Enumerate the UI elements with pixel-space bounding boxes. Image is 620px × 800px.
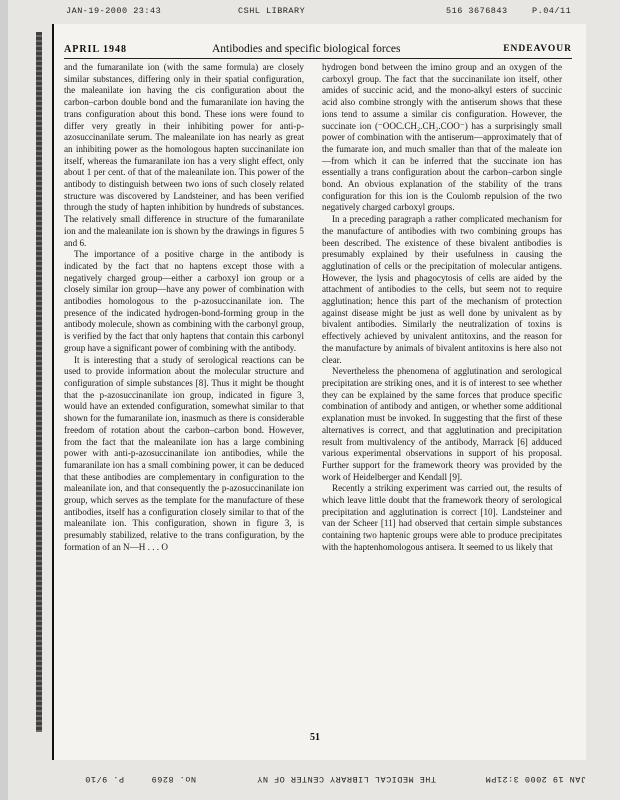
fax-footer-page: P. 9/10 [84,774,124,784]
fax-footer-sender: THE MEDICAL LIBRARY CENTER OF NY [256,774,436,784]
paragraph: hydrogen bond between the imino group and an oxygen of the carboxyl group. The fact that the succinanilate ion itself, other amides of succinic acid, and the mono-alkyl esters of succinic acid also combine strongly with the antiserum shows that these ions tend to assume a similar cis configuration. However, the succinate ion (⁻OOC.CH₂.CH₂.COO⁻) has a surprisingly small power of combination with the antiserum—approximately that of the fumarate ion, and much smaller than that of the maleate ion—from which it can be inferred that the succinate ion has essentially a trans configuration about the carbon–carbon single bond. An obvious explanation of the stability of the trans configuration for this ion is the Coulomb repulsion of the two negatively charged carboxyl groups. [322,62,562,213]
journal-page [52,24,586,760]
paragraph: and the fumaranilate ion (with the same formula) are closely similar substances, differing only in their spatial configuration, the maleanilate ion having the cis configuration about the carbon–carbon double bond and the fumaranilate ion having the trans configuration about this bond. These ions were found to differ very greatly in their inhibiting power for anti-p-azosuccinanilate serum. The maleanilate ion has nearly as great an inhibiting power as the homologous hapten succinanilate ion itself, whereas the fumaranilate ion has a very slight effect, only about 1 per cent. of that of the maleanilate ion. This power of the antibody to distinguish between two ions of such closely related structure was discovered by Landsteiner, and has been verified through the study of hapten inhibition by hundreds of substances. The relatively small difference in structure of the fumaranilate ion and the maleanilate ion is shown by the drawings in figures 5 and 6. [64,62,304,248]
issue-date: APRIL 1948 [64,44,128,55]
paragraph: It is interesting that a study of serological reactions can be used to provide information about the molecular structure and configuration of simple substances [8]. Thus it might be thought that the p-azosuccinanilate ion group, indicated in figure 3, would have an extended configuration, somewhat similar to that shown for the fumaranilate ion, inasmuch as there is considerable freedom of rotation about the carbon–carbon bond. However, from the fact that the maleanilate ion has a large combining power with anti-p-azosuccinanilate ion antibodies, while the fumaranilate ion has a small combining power, it can be deduced that these antibodies are complementary in configuration to the maleanilate ion, and that consequently the p-azosuccinanilate ion group, which serves as the template for the manufacture of these antibodies, itself has a configuration closely similar to that of the maleanilate ion. This configuration, shown in figure 3, is presumably stabilized, relative to the trans configuration, by the formation of an N—H . . . O [64,354,304,552]
paragraph: Recently a striking experiment was carried out, the results of which leave little doubt that the framework theory of serological precipitation and agglutination is correct [10]. Landsteiner and van der Scheer [11] had observed that certain simple substances containing two haptenic groups were able to produce precipitates with the haptenhomologous antisera. It seemed to us likely that [322,483,562,552]
fax-footer-upside-down [66,770,586,784]
fax-sender: CSHL LIBRARY [238,6,306,16]
fax-footer-datetime: JAN 19 2000 3:21PM [485,774,586,784]
right-column [322,62,562,554]
left-column [64,62,304,554]
fax-footer-number: No. 8269 [151,774,196,784]
running-header [64,44,572,59]
scan-edge [0,0,8,800]
journal-name: ENDEAVOUR [503,44,572,54]
paragraph: Nevertheless the phenomena of agglutination and serological precipitation are striking ones, and it is of interest to see whether they can be explained by the same forces that produce specific combination of antibody and antigen, or whether some additional explanation must be invoked. In suggesting that the first of these alternatives is correct, and that agglutination and precipitation result from multivalency of the antibody, Marrack [6] adduced various experimental observations in support of his proposal. Further support for the framework theory was provided by the work of Heidelberger and Kendall [9]. [322,366,562,482]
fax-datetime: JAN-19-2000 23:43 [66,6,162,16]
page-number: 51 [310,732,320,743]
scan-binding-mark [36,32,42,732]
paragraph: In a preceding paragraph a rather complicated mechanism for the manufacture of antibodies with two combining groups has been described. The existence of these bivalent antibodies is presumably explained by their usefulness in causing the agglutination of cells or the precipitation of molecular antigens. However, the lysis and phagocytosis of cells are aided by the attachment of antibodies to the cells, but seem not to require agglutination; hence this part of the mechanism of protection against disease might be just as well done by univalent as by bivalent antibodies. Similarly the neutralization of toxins is effectively achieved by univalent antitoxins, and the reason for the manufacture by animals of bivalent antitoxins is here also not clear. [322,214,562,365]
paragraph: The importance of a positive charge in the antibody is indicated by the fact that no haptens except those with a negatively charged group—either a carboxyl ion group or a closely similar ion group—have any power of combination with antibodies homologous to the p-azosuccinanilate ion. The presence of the indicated hydrogen-bond-forming group in the antibody molecule, shown as combining with the carbonyl group, is verified by the fact that only haptens that contain this carbonyl group have a significant power of combining with the antibody. [64,249,304,353]
fax-page-number: P.04/11 [532,6,572,16]
fax-phone: 516 3676843 [446,6,508,16]
article-title: Antibodies and specific biological forces [212,43,401,55]
